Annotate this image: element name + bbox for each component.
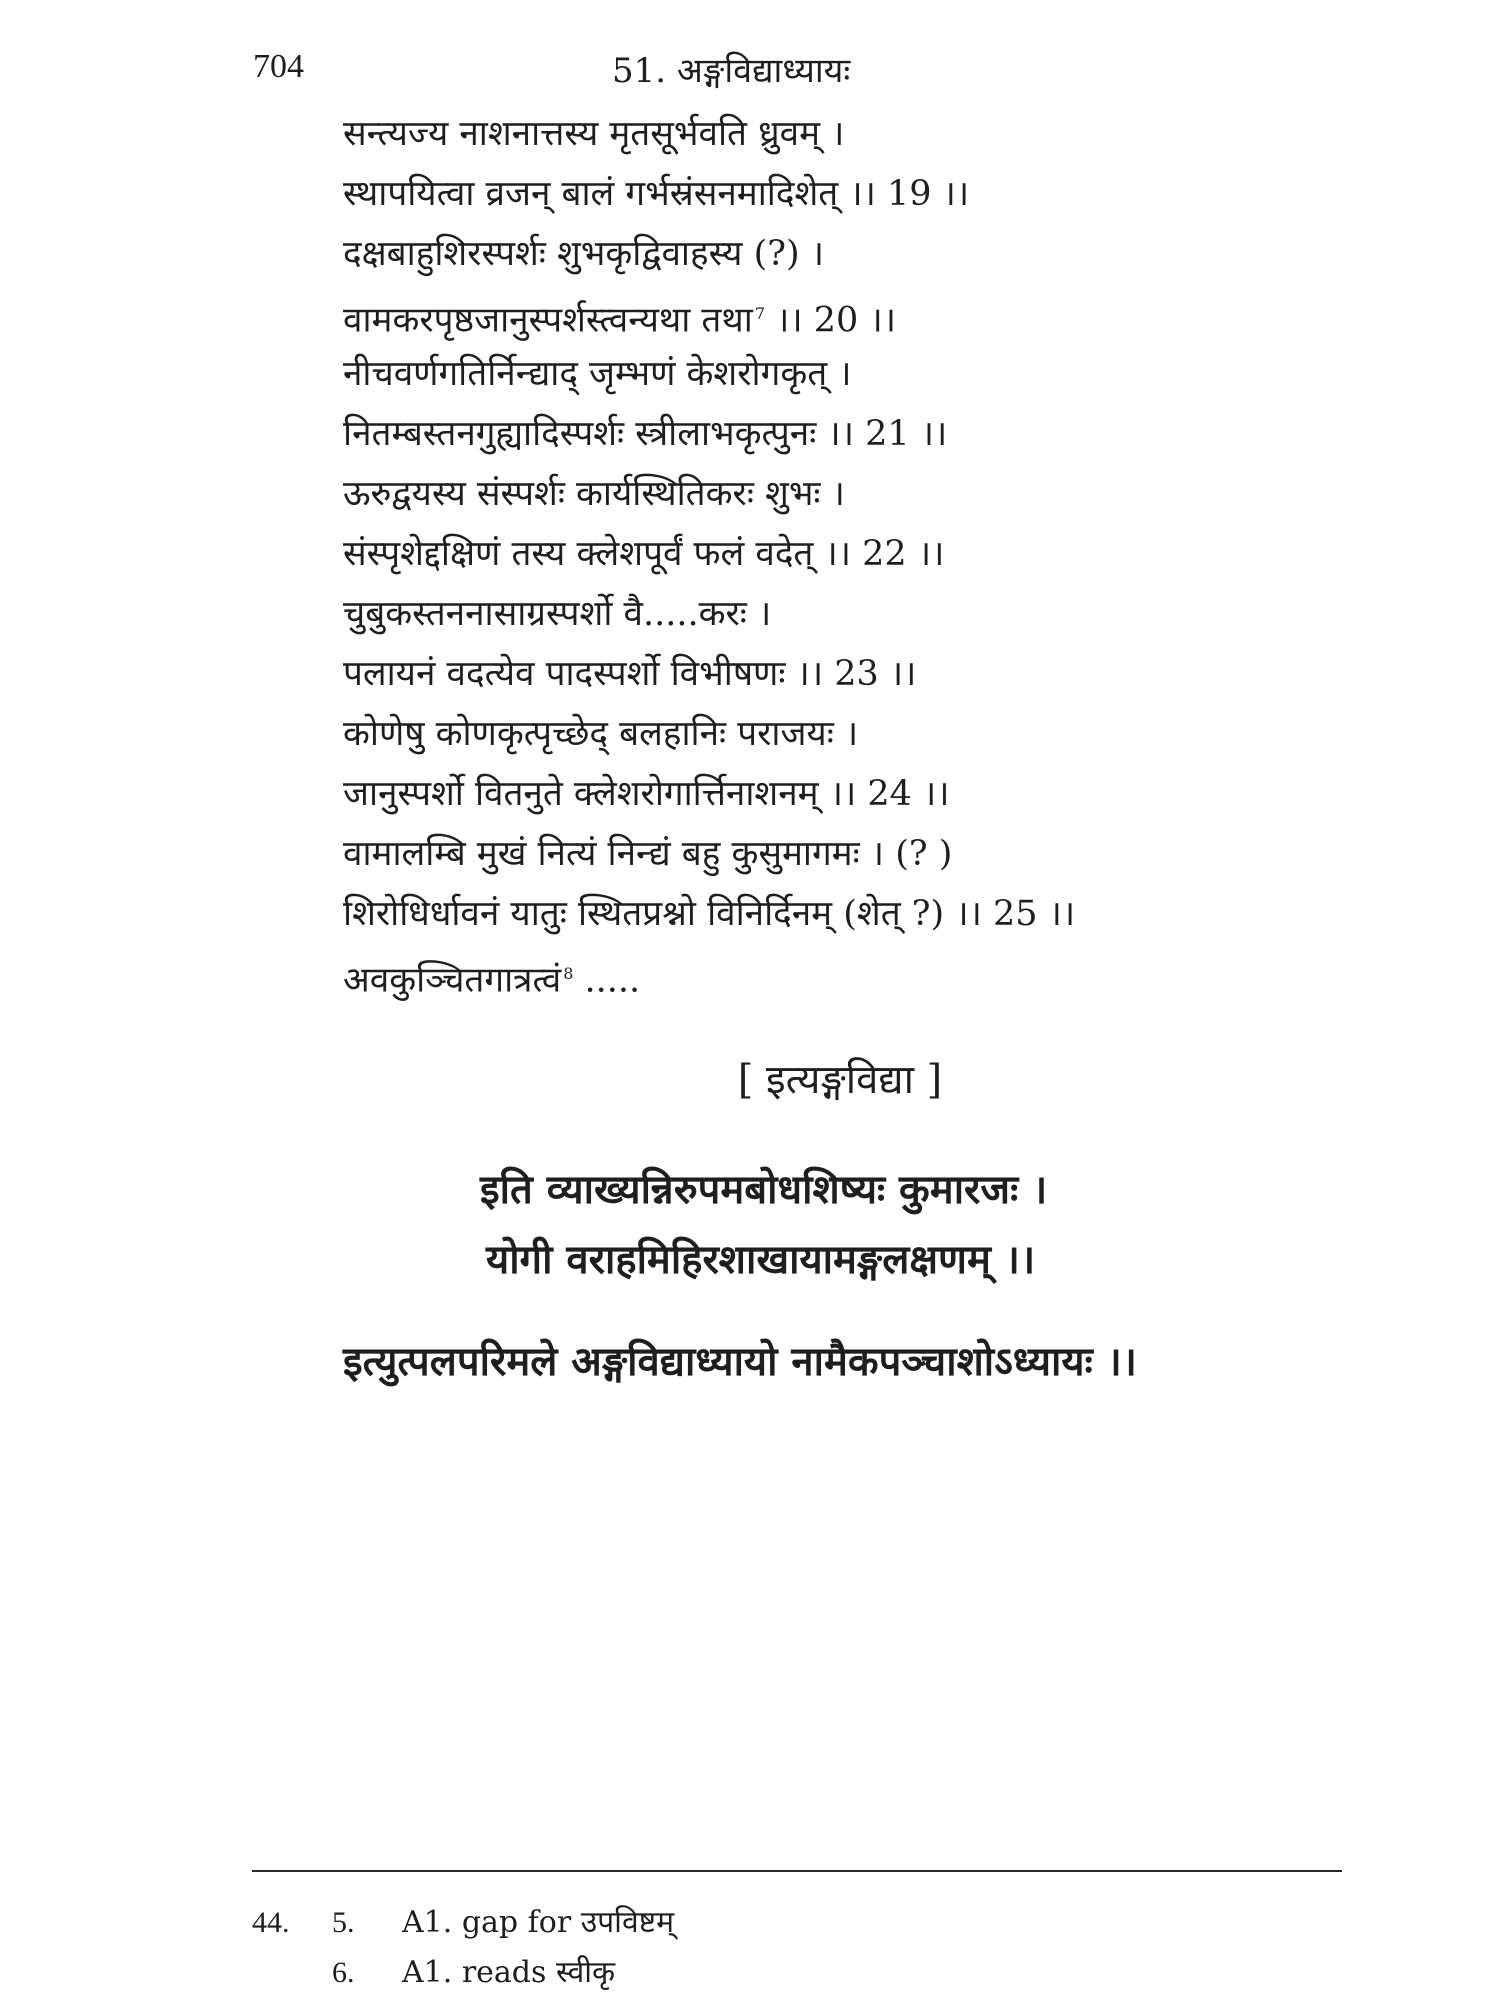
verse-text: नितम्बस्तनगुह्यादिस्पर्शः स्त्रीलाभकृत्पुनः ।। 21 ।। [343, 414, 948, 454]
footnote-marker: 7 [754, 304, 765, 323]
footnote-text: A1. reads स्वीकृ [402, 1955, 616, 1990]
section-title: [ इत्यङ्गविद्या ] [737, 1057, 943, 1103]
verse-block [343, 104, 1443, 1004]
verse-text: वामालम्बि मुखं नित्यं निन्द्यं बहु कुसुमागमः । (? ) [343, 834, 953, 874]
verse-line [343, 704, 1443, 764]
verse-text: स्थापयित्वा व्रजन् बालं गर्भस्रंसनमादिशेत् ।। 19 ।। [343, 174, 970, 214]
verse-text: दक्षबाहुशिरस्पर्शः शुभकृद्विवाहस्य (?) । [343, 234, 825, 274]
verse-line [343, 824, 1443, 884]
footnote-number: 6. [332, 1956, 355, 1989]
verse-line [343, 884, 1443, 944]
footnote-item [252, 1898, 674, 1948]
verse-text: नीचवर्णगतिर्निन्द्याद् जृम्भणं केशरोगकृत् । [343, 354, 852, 394]
chapter-closing-line: इत्युत्पलपरिमले अङ्गविद्याध्यायो नामैकपञ्चाशोऽध्यायः ।। [343, 1338, 1137, 1385]
verse-text: चुबुकस्तननासाग्रस्पर्शो वै.....करः । [343, 594, 772, 634]
ellipsis: ..... [573, 960, 641, 1001]
verse-line [343, 464, 1443, 524]
verse-text: शिरोधिर्धावनं यातुः स्थितप्रश्नो विनिर्दिनम् (शेत् ?) ।। 25 ।। [343, 894, 1076, 934]
verse-number: ।। 20 ।। [765, 300, 896, 341]
footnote-page-ref: 44. [252, 1906, 290, 1939]
verse-line [343, 584, 1443, 644]
verse-line [343, 524, 1443, 584]
footnote-marker: 8 [563, 964, 574, 983]
page-number: 704 [253, 48, 304, 85]
verse-text: ऊरुद्वयस्य संस्पर्शः कार्यस्थितिकरः शुभः । [343, 474, 845, 514]
verse-line [343, 644, 1443, 704]
verse-text: जानुस्पर्शो वितनुते क्लेशरोगार्त्तिनाशनम् ।। 24 ।। [343, 774, 950, 814]
verse-line [343, 764, 1443, 824]
footnote-divider [252, 1870, 1342, 1872]
verse-line [343, 164, 1443, 224]
running-title: 51. अङ्गविद्याध्यायः [612, 51, 851, 91]
verse-text: वामकरपृष्ठजानुस्पर्शस्त्वन्यथा तथा [343, 300, 753, 341]
footnote-number: 5. [332, 1906, 355, 1939]
footnote-item [252, 1948, 674, 1998]
verse-line [343, 404, 1443, 464]
verse-text: अवकुञ्चितगात्रत्वं [343, 960, 562, 1001]
colophon-line: योगी वराहमिहिरशाखायामङ्गलक्षणम् ।। [486, 1236, 1036, 1283]
footnote-text: A1. gap for उपविष्टम् [402, 1905, 675, 1940]
footnotes [252, 1898, 674, 1998]
verse-line [343, 104, 1443, 164]
verse-text: कोणेषु कोणकृत्पृच्छेद् बलहानिः पराजयः । [343, 714, 859, 754]
verse-text: सन्त्यज्य नाशनात्तस्य मृतसूर्भवति ध्रुवम् । [343, 114, 845, 154]
verse-line [343, 944, 1443, 1004]
verse-line [343, 284, 1443, 344]
verse-line [343, 224, 1443, 284]
verse-text: पलायनं वदत्येव पादस्पर्शो विभीषणः ।। 23 ।। [343, 654, 917, 694]
verse-line [343, 344, 1443, 404]
colophon-line: इति व्याख्यन्निरुपमबोधशिष्यः कुमारजः । [480, 1166, 1048, 1213]
verse-text: संस्पृशेद्दक्षिणं तस्य क्लेशपूर्वं फलं वदेत् ।। 22 ।। [343, 534, 945, 574]
colophon-verse [480, 1155, 1047, 1295]
